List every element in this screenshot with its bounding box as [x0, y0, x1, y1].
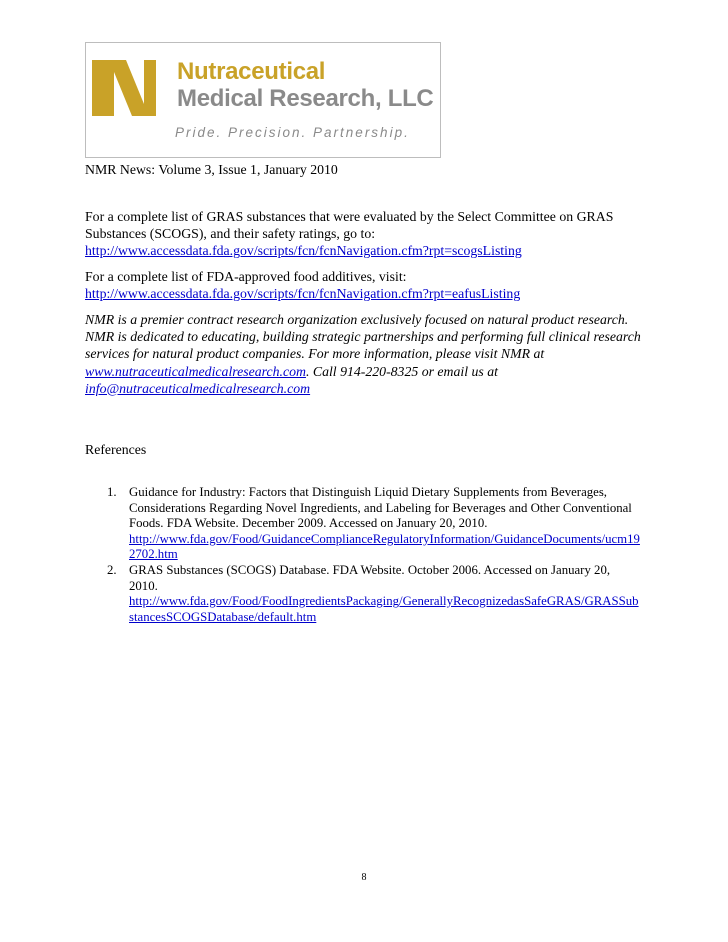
references-heading: References: [85, 442, 147, 457]
gras-text: For a complete list of GRAS substances that were evaluated by the Select Committee on GRAS Substances (SCOGS), and their safety ratings, go to:: [85, 209, 614, 242]
email-link[interactable]: info@nutraceuticalmedicalresearch.com: [85, 380, 311, 396]
page-number: 8: [361, 872, 367, 883]
company-logo: [85, 42, 441, 158]
fda-paragraph: [85, 268, 645, 302]
logo-tagline: Pride. Precision. Partnership.: [175, 125, 410, 140]
reference-number: 1.: [107, 485, 117, 499]
reference-text: GRAS Substances (SCOGS) Database. FDA Website. October 2006. Accessed on January 20, 2010.: [129, 562, 611, 593]
gras-paragraph: [85, 208, 645, 260]
logo-line-1: Nutraceutical: [177, 58, 326, 85]
fda-text: For a complete list of FDA-approved food additives, visit:: [85, 269, 407, 284]
about-middle-text: . Call 914-220-8325 or email us at: [305, 363, 498, 379]
about-paragraph: [85, 311, 645, 397]
references-list: [107, 485, 642, 625]
website-link[interactable]: www.nutraceuticalmedicalresearch.com: [85, 363, 306, 379]
gras-link[interactable]: http://www.accessdata.fda.gov/scripts/fcn/fcnNavigation.cfm?rpt=scogsListing: [85, 243, 522, 259]
nmr-logo-mark-icon: [92, 60, 168, 116]
reference-link[interactable]: http://www.fda.gov/Food/GuidanceComplianceRegulatoryInformation/GuidanceDocuments/ucm192702.htm: [129, 531, 640, 562]
reference-item: [107, 485, 642, 563]
reference-link[interactable]: http://www.fda.gov/Food/FoodIngredientsPackaging/GenerallyRecognizedasSafeGRAS/GRASSubstancesSCOGSDatabase/default.htm: [129, 594, 639, 624]
fda-link[interactable]: http://www.accessdata.fda.gov/scripts/fcn/fcnNavigation.cfm?rpt=eafusListing: [85, 286, 521, 302]
logo-line-2: Medical Research, LLC: [177, 85, 434, 112]
reference-text: Guidance for Industry: Factors that Distinguish Liquid Dietary Supplements from Beverages, Considerations Regarding Novel Ingredients, and Labeling for Beverages and Other Conventional Foods. FDA Website. December 2009. Accessed on January 20, 2010.: [129, 485, 632, 531]
issue-line: NMR News: Volume 3, Issue 1, January 2010: [85, 162, 338, 177]
about-text: NMR is a premier contract research organization exclusively focused on natural product research. NMR is dedicated to educating, building strategic partnerships and performing full clinical research services for natural product companies. For more information, please visit NMR at: [85, 312, 641, 362]
reference-number: 2.: [107, 562, 117, 577]
reference-item: [107, 563, 642, 625]
